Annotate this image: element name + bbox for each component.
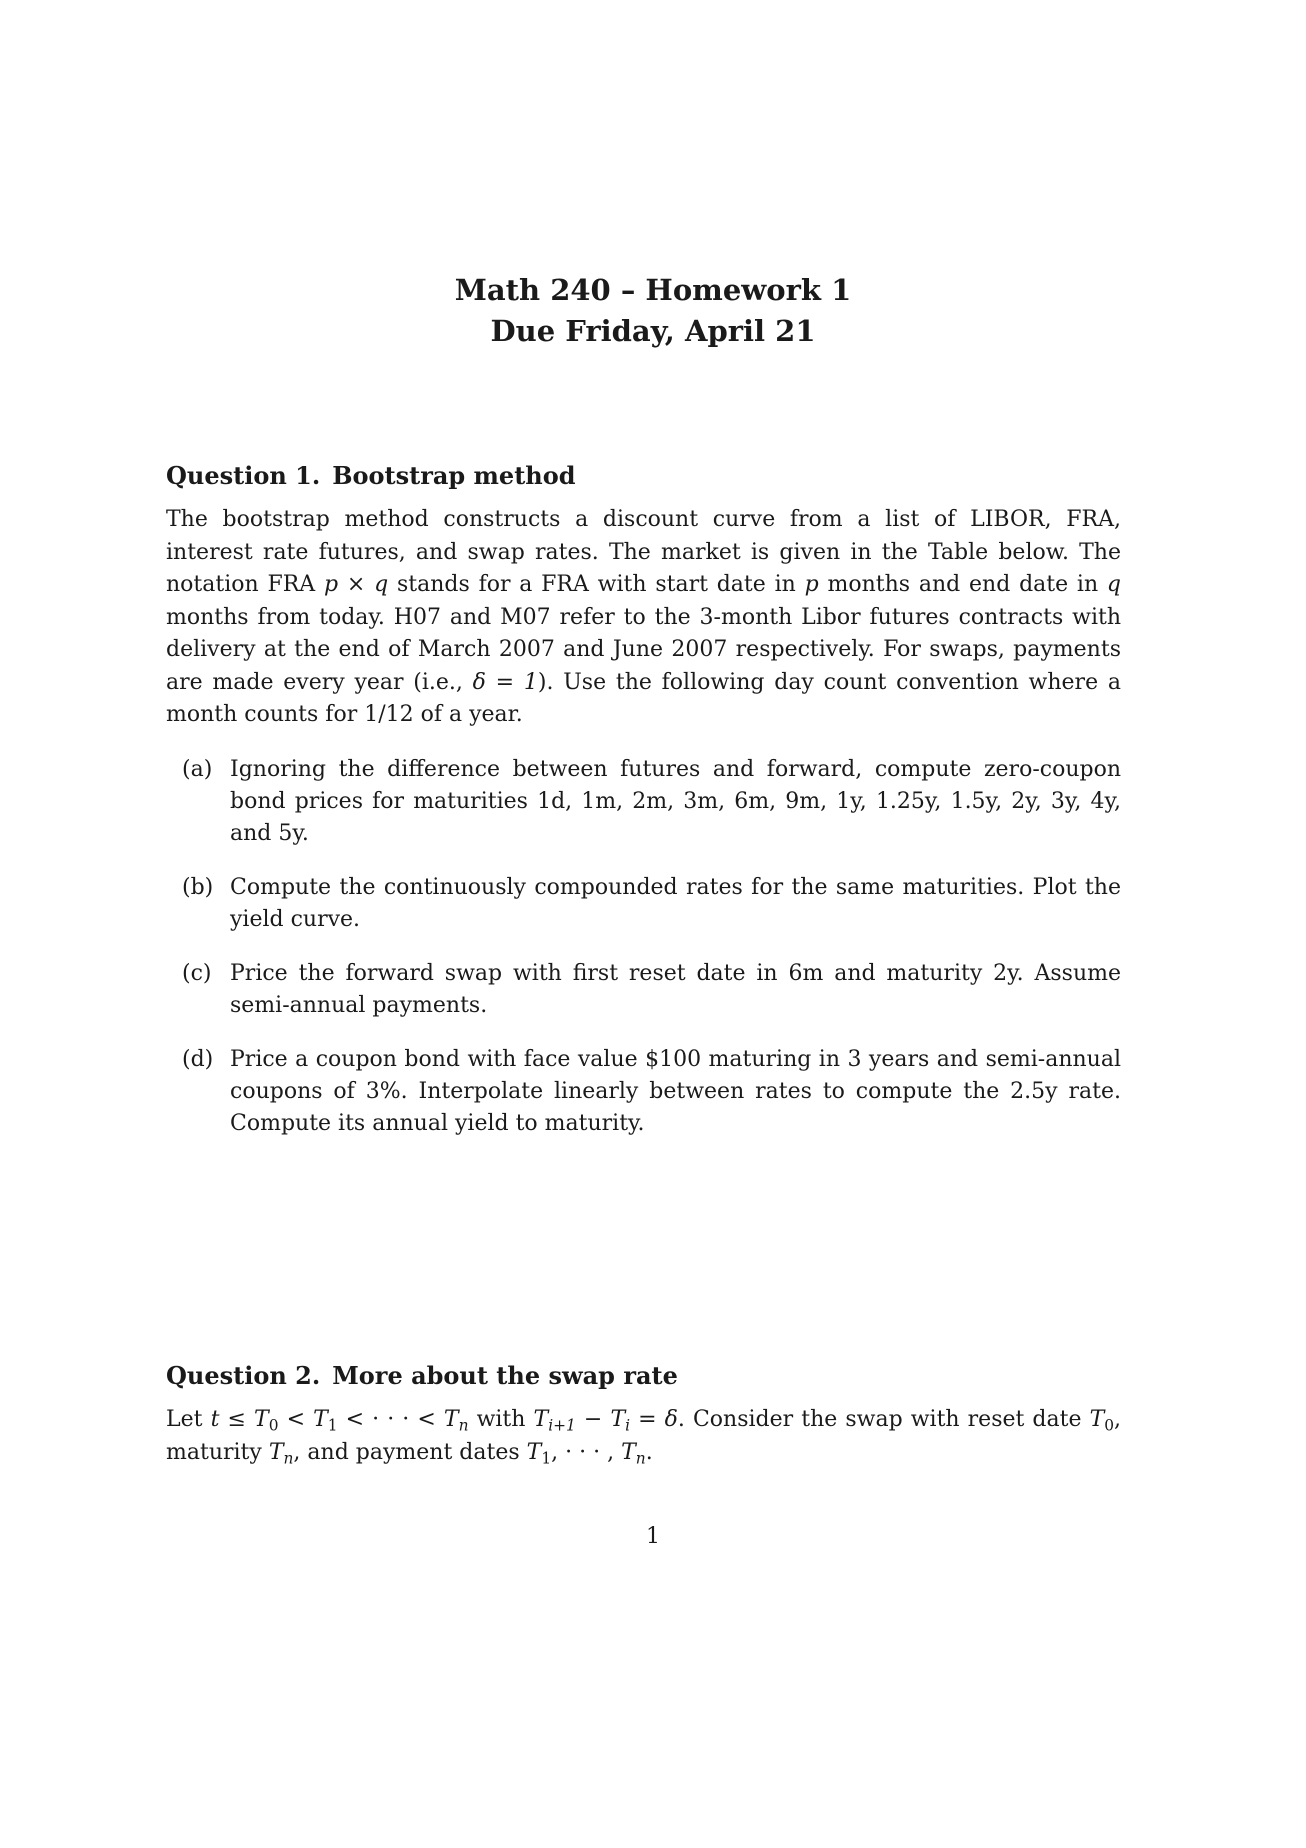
q2-text: . Consider the swap with reset date <box>677 1407 1082 1432</box>
math-sub: i+1 <box>548 1416 576 1435</box>
math-T: T <box>268 1439 284 1465</box>
title-block <box>0 270 1306 352</box>
subpart-c <box>166 958 1121 1022</box>
math-dots: · · · <box>372 1407 410 1432</box>
math-sub: 0 <box>1104 1416 1115 1435</box>
intro-text-1: The bootstrap method constructs a discount curve from a list of LIBOR, FRA, interest rate futures, and swap rates. The market is given in the Table below. The notation FRA <box>166 507 1121 597</box>
math-T: T <box>443 1407 459 1432</box>
page-number: 1 <box>646 1524 660 1549</box>
math-T: T <box>621 1439 636 1465</box>
math-q: q <box>374 572 389 597</box>
subpart-text: Ignoring the difference between futures and forward, compute zero-coupon bond prices for maturities 1d, 1m, 2m, 3m, 6m, 9m, 1y, 1.25y, 1.5y, 2y, 3y, 4y, and 5y. <box>230 756 1121 846</box>
math-t: t <box>210 1407 220 1432</box>
math-minus: − <box>583 1407 603 1432</box>
math-p: p <box>323 572 339 597</box>
math-le: ≤ <box>227 1407 246 1432</box>
question-2-number: Question 2. <box>166 1361 321 1390</box>
question-1-section <box>166 460 1121 1162</box>
subpart-b <box>166 872 1121 936</box>
intro-text-5: ). Use the following day count convention where a month counts for 1/12 of a year. <box>166 669 1121 727</box>
math-times: × <box>346 572 366 597</box>
math-T: T <box>254 1407 269 1432</box>
question-1-subparts <box>166 754 1121 1140</box>
question-1-number: Question 1. <box>166 461 321 490</box>
question-1-intro <box>166 504 1121 732</box>
question-1-title: Bootstrap method <box>332 461 576 490</box>
math-delta-eq: δ = 1 <box>472 669 538 695</box>
math-T: T <box>1089 1407 1105 1432</box>
q2-text: . <box>645 1439 653 1465</box>
math-lt: < <box>345 1407 365 1432</box>
homework-title: Math 240 – Homework 1 <box>454 273 852 307</box>
subpart-a <box>166 754 1121 850</box>
math-sub: n <box>283 1449 294 1468</box>
q2-text: with <box>476 1407 526 1432</box>
subpart-marker: (c) <box>182 960 212 986</box>
math-sub: n <box>635 1449 646 1468</box>
intro-text-4: months from today. H07 and M07 refer to the 3-month Libor futures contracts with delivery at the end of March 2007 and June 2007 respectively. For swaps, payments are made every year (i.e., <box>166 604 1121 695</box>
question-1-heading <box>166 460 1121 492</box>
subpart-marker: (a) <box>182 756 213 782</box>
math-sub: 1 <box>327 1416 338 1435</box>
math-delta: δ <box>664 1407 678 1432</box>
due-date: Due Friday, April 21 <box>490 314 816 348</box>
intro-text-3: months and end date in <box>827 572 1099 597</box>
math-T: T <box>313 1407 328 1432</box>
q2-text: , and payment dates <box>293 1439 520 1465</box>
math-sub: n <box>458 1416 469 1435</box>
math-sub: i <box>625 1416 631 1435</box>
question-2-title: More about the swap rate <box>332 1361 678 1390</box>
q2-text: Let <box>166 1407 203 1432</box>
math-lt: < <box>417 1407 436 1432</box>
q2-text: , maturity <box>166 1407 1122 1465</box>
math-eq: = <box>638 1407 657 1432</box>
math-T: T <box>526 1439 542 1465</box>
subpart-marker: (b) <box>182 874 214 900</box>
subpart-text: Compute the continuously compounded rates for the same maturities. Plot the yield curve. <box>230 874 1121 932</box>
intro-text-2: stands for a FRA with start date in <box>396 572 796 597</box>
subpart-text: Price the forward swap with first reset date in 6m and maturity 2y. Assume semi-annual payments. <box>230 960 1121 1018</box>
subpart-marker: (d) <box>182 1046 214 1072</box>
question-2-text <box>166 1404 1121 1469</box>
math-dots: , · · · , <box>551 1439 615 1465</box>
subpart-d <box>166 1044 1121 1140</box>
math-q: q <box>1106 572 1122 597</box>
math-T: T <box>533 1407 549 1432</box>
math-p: p <box>804 572 819 597</box>
math-lt: < <box>286 1407 305 1432</box>
math-sub: 1 <box>541 1449 552 1468</box>
math-T: T <box>610 1407 626 1432</box>
subpart-text: Price a coupon bond with face value $100 maturing in 3 years and semi-annual coupons of 3%. Interpolate linearly between rates to compute the 2.5y rate. Compute its annual yield to maturity. <box>230 1046 1121 1136</box>
question-2-heading <box>166 1360 1121 1392</box>
math-sub: 0 <box>268 1416 279 1435</box>
question-2-section <box>166 1360 1121 1469</box>
